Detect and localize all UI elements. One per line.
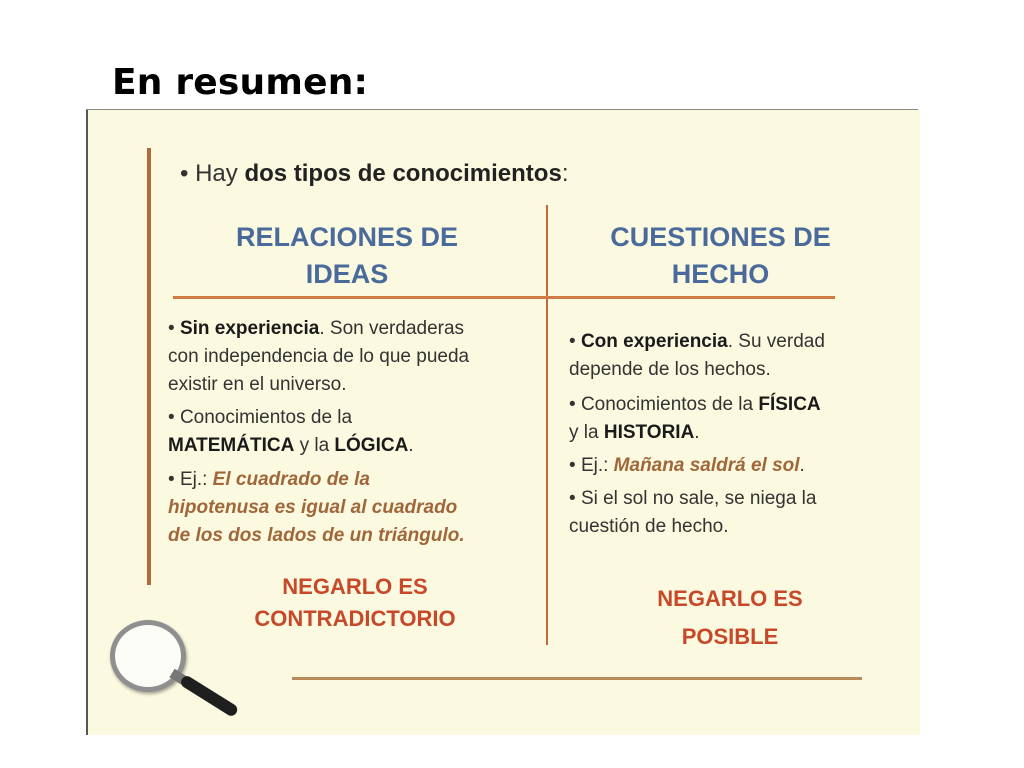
intro-suffix: : — [561, 160, 569, 187]
right-b4-text2: cuestión de hecho. — [569, 516, 729, 537]
intro-bold: dos tipos de conocimientos — [244, 160, 562, 187]
left-bullet-1: • Sin experiencia. Son verdaderas con independencia de lo que pueda existir en el universo. — [168, 315, 540, 399]
right-b3-end: . — [799, 455, 805, 476]
left-heading-line2: IDEAS — [305, 259, 389, 289]
left-b1-text1: . Son verdaderas — [319, 318, 465, 339]
right-b2-bold1: FÍSICA — [758, 394, 821, 415]
column-divider — [546, 205, 548, 645]
right-conclusion-line1: NEGARLO ES — [657, 586, 803, 611]
right-b1-text1: . Su verdad — [727, 331, 825, 352]
right-bullet-4: • Si el sol no sale, se niega la cuestión de hecho. — [569, 485, 909, 541]
left-b1-bold: Sin experiencia — [179, 318, 320, 339]
left-b1-text2: con independencia de lo que pueda — [168, 346, 470, 367]
right-example: Mañana saldrá el sol — [613, 455, 800, 476]
left-example-line1: El cuadrado de la — [212, 469, 370, 490]
left-b2-end: . — [408, 435, 414, 456]
bottom-rule — [292, 677, 862, 680]
left-heading-line1: RELACIONES DE — [235, 222, 459, 252]
right-bullet-3: • Ej.: Mañana saldrá el sol. — [569, 455, 805, 476]
left-example-line3: de los dos lados de un triángulo. — [168, 525, 465, 546]
left-bullet-2: • Conocimientos de la MATEMÁTICA y la LÓGICA. — [168, 407, 414, 456]
left-heading — [222, 219, 472, 293]
right-b2-mid: y la — [569, 422, 604, 443]
right-b2-text: Conocimientos de la — [580, 394, 759, 415]
left-conclusion-line1: NEGARLO ES — [282, 574, 428, 599]
left-b2-text: Conocimientos de la — [179, 407, 353, 428]
left-b3-prefix: Ej.: — [179, 469, 213, 490]
left-b2-mid: y la — [294, 435, 335, 456]
right-b1-text2: depende de los hechos. — [569, 359, 771, 380]
left-b2-bold1: MATEMÁTICA — [168, 435, 295, 456]
intro-line — [180, 160, 568, 188]
page-title: En resumen: — [112, 62, 369, 103]
left-b1-text3: existir en el universo. — [168, 374, 347, 395]
right-bullet-2: • Conocimientos de la FÍSICA y la HISTORIA. — [569, 394, 821, 443]
left-b2-bold2: LÓGICA — [334, 435, 409, 456]
intro-prefix: Hay — [195, 160, 245, 187]
right-b2-bold2: HISTORIA — [603, 422, 695, 443]
right-b2-end: . — [694, 422, 700, 443]
right-conclusion — [600, 580, 860, 656]
left-conclusion — [205, 571, 505, 635]
left-example-line2: hipotenusa es igual al cuadrado — [168, 497, 458, 518]
header-divider — [173, 296, 835, 299]
right-conclusion-line2: POSIBLE — [681, 624, 779, 649]
right-heading-line1: CUESTIONES DE — [610, 222, 831, 252]
lens-ring — [110, 620, 186, 692]
right-b1-bold: Con experiencia — [580, 331, 728, 352]
right-b4-text1: Si el sol no sale, se niega la — [580, 488, 817, 509]
left-conclusion-line2: CONTRADICTORIO — [254, 606, 456, 631]
left-accent-line — [147, 148, 151, 585]
right-b3-prefix: Ej.: — [580, 455, 614, 476]
left-bullet-3: • Ej.: El cuadrado de la hipotenusa es igual al cuadrado de los dos lados de un triángulo. — [168, 466, 540, 550]
intro-bullet: • — [180, 160, 189, 187]
right-heading-line2: HECHO — [671, 259, 770, 289]
right-bullet-1: • Con experiencia. Su verdad depende de los hechos. — [569, 328, 909, 384]
right-heading — [598, 219, 843, 293]
